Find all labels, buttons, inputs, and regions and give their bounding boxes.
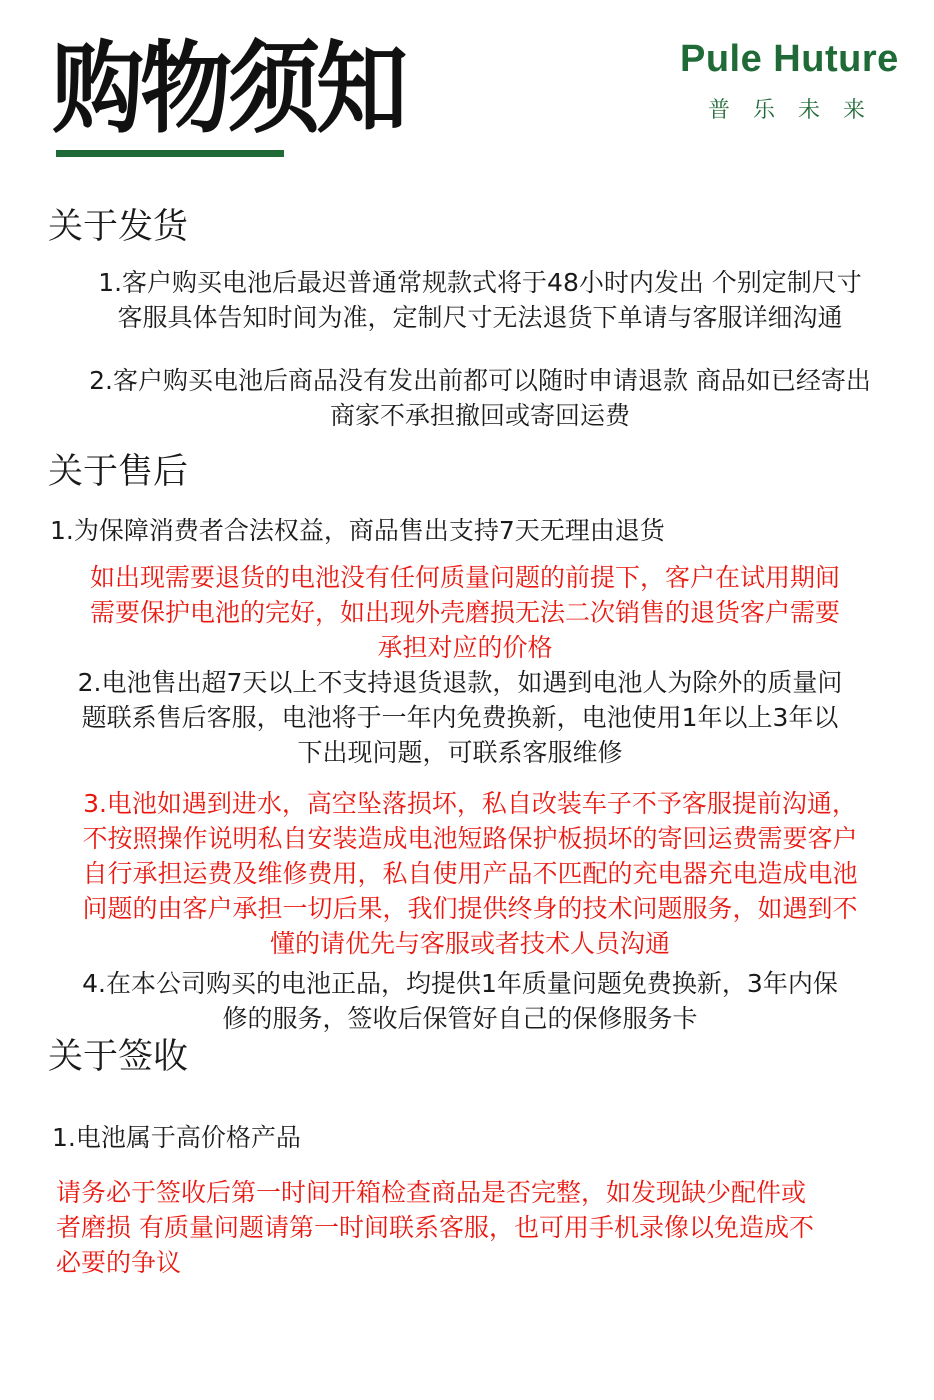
aftersales-item-4 [40,966,880,1036]
shipping-item-2-line-1: 2.客户购买电池后商品没有发出前都可以随时申请退款 商品如已经寄出 [89,366,871,395]
aftersales-item-3-line-1: 3.电池如遇到进水，高空坠落损坏，私自改装车子不予客服提前沟通， [83,789,857,818]
receipt-warning-line-3: 必要的争议 [56,1248,182,1277]
receipt-heading: 关于签收 [48,1037,189,1077]
receipt-item-1: 1.电池属于高价格产品 [52,1123,301,1152]
aftersales-item-4-line-2: 修的服务，签收后保管好自己的保修服务卡 [222,1004,698,1033]
aftersales-item-3 [40,786,900,961]
aftersales-item-2-line-3: 下出现问题，可联系客服维修 [297,738,623,767]
aftersales-item-3-line-5: 懂的请优先与客服或者技术人员沟通 [269,929,670,958]
aftersales-item-2 [40,665,880,770]
aftersales-warning-1-line-1: 如出现需要退货的电池没有任何质量问题的前提下，客户在试用期间 [89,563,840,592]
aftersales-item-3-line-2: 不按照操作说明私自安装造成电池短路保护板损坏的寄回运费需要客户 [82,824,858,853]
shipping-item-1-line-2: 客服具体告知时间为准，定制尺寸无法退货下单请与客服详细沟通 [117,303,843,332]
title-underline [56,150,284,157]
aftersales-item-4-line-1: 4.在本公司购买的电池正品，均提供1年质量问题免费换新，3年内保 [82,969,838,998]
receipt-warning-line-2: 者磨损 有质量问题请第一时间联系客服，也可用手机录像以免造成不 [56,1213,814,1242]
aftersales-warning-1 [40,560,890,665]
shipping-item-1-line-1: 1.客户购买电池后最迟普通常规款式将于48小时内发出 个别定制尺寸 [98,268,862,297]
shipping-heading: 关于发货 [48,207,189,247]
aftersales-item-3-line-3: 自行承担运费及维修费用，私自使用产品不匹配的充电器充电造成电池 [82,859,858,888]
aftersales-warning-1-line-3: 承担对应的价格 [377,633,553,662]
aftersales-item-1: 1.为保障消费者合法权益，商品售出支持7天无理由退货 [50,516,665,545]
aftersales-item-3-line-4: 问题的由客户承担一切后果，我们提供终身的技术问题服务，如遇到不 [82,894,858,923]
aftersales-heading: 关于售后 [48,452,189,492]
brand-name-en: Pule Huture [680,38,899,80]
page-title: 购物须知 [52,31,405,147]
receipt-warning [56,1175,916,1280]
shipping-item-2 [40,363,920,433]
aftersales-warning-1-line-2: 需要保护电池的完好，如出现外壳磨损无法二次销售的退货客户需要 [89,598,840,627]
aftersales-item-2-line-1: 2.电池售出超7天以上不支持退货退款，如遇到电池人为除外的质量问 [77,668,843,697]
shipping-item-1 [40,265,920,335]
receipt-warning-line-1: 请务必于签收后第一时间开箱检查商品是否完整，如发现缺少配件或 [56,1178,807,1207]
shipping-item-2-line-2: 商家不承担撤回或寄回运费 [329,401,630,430]
aftersales-item-2-line-2: 题联系售后客服，电池将于一年内免费换新，电池使用1年以上3年以 [81,703,839,732]
brand-name-cn: 普乐未来 [708,98,889,123]
